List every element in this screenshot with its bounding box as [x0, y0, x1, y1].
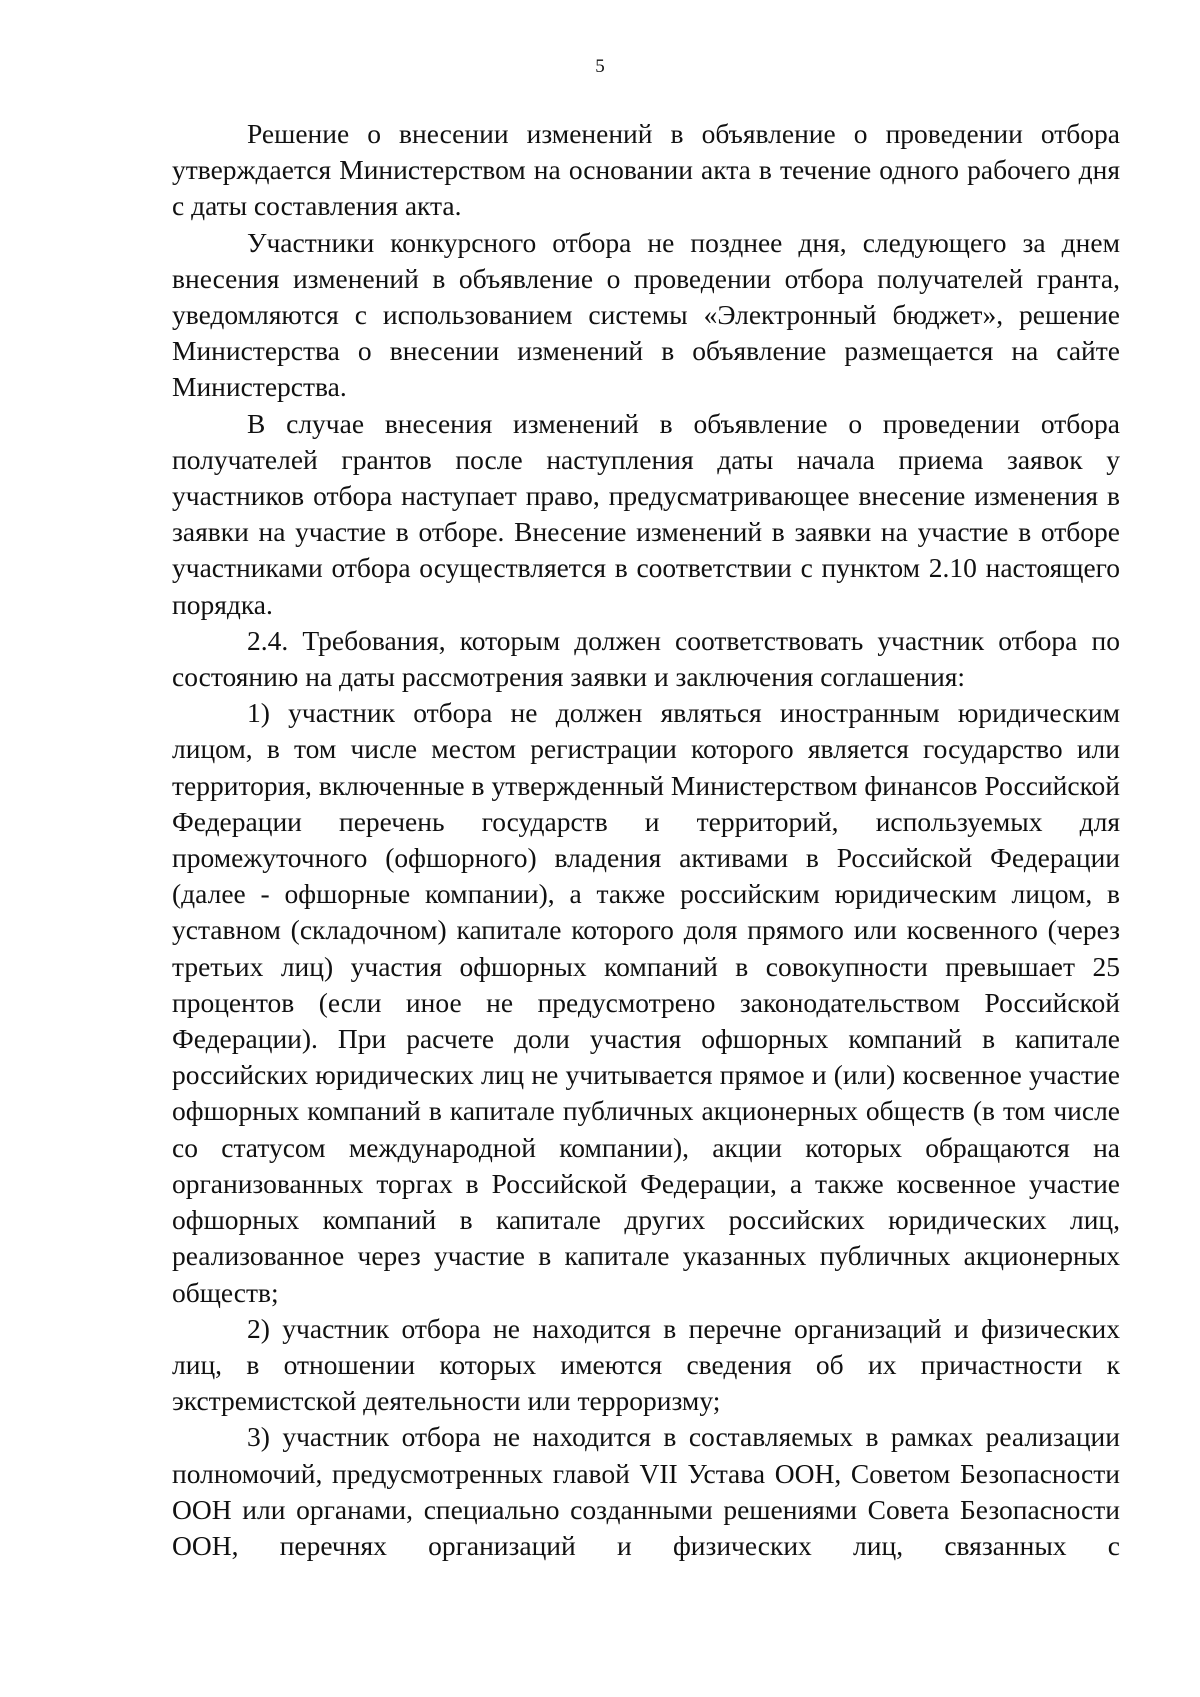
paragraph-application-changes: В случае внесения изменений в объявление о проведении отбора получателей грантов после наступления даты начала приема заявок у участников отбора наступает право, предусматривающее внесение изменения в заявки на участие в отборе. Внесение изменений в заявки на участие в отборе участниками отбора осуществляется в соответствии с пунктом 2.10 настоящего порядка.: [172, 407, 1120, 620]
paragraph-requirement-1: 1) участник отбора не должен являться иностранным юридическим лицом, в том числе местом регистрации которого является государство или территория, включенные в утвержденный Министерством финансов Российской Федерации перечень государств и территорий, используемых для промежуточного (офшорного) владения активами в Российской Федерации (далее - офшорные компании), а также российским юридическим лицом, в уставном (складочном) капитале которого доля прямого или косвенного (через третьих лиц) участия офшорных компаний в совокупности превышает 25 процентов (если иное не предусмотрено законодательством Российской Федерации). При расчете доли участия офшорных компаний в капитале российских юридических лиц не учитывается прямое и (или) косвенное участие офшорных компаний в капитале публичных акционерных обществ (в том числе со статусом международной компании), акции которых обращаются на организованных торгах в Российской Федерации, а также косвенное участие офшорных компаний в капитале других российских юридических лиц, реализованное через участие в капитале указанных публичных акционерных обществ;: [172, 697, 1120, 1308]
document-body: [172, 116, 1120, 1564]
paragraph-requirements-2-4: 2.4. Требования, которым должен соответствовать участник отбора по состоянию на даты рассмотрения заявки и заключения соглашения:: [172, 624, 1120, 693]
page-number: 5: [595, 56, 605, 77]
paragraph-requirement-2: 2) участник отбора не находится в перечне организаций и физических лиц, в отношении которых имеются сведения об их причастности к экстремистской деятельности или терроризму;: [172, 1312, 1120, 1417]
paragraph-participants-notification: Участники конкурсного отбора не позднее дня, следующего за днем внесения изменений в объявление о проведении отбора получателей гранта, уведомляются с использованием системы «Электронный бюджет», решение Министерства о внесении изменений в объявление размещается на сайте Министерства.: [172, 226, 1120, 403]
paragraph-requirement-3: 3) участник отбора не находится в составляемых в рамках реализации полномочий, предусмотренных главой VII Устава ООН, Советом Безопасности ООН или органами, специально созданными решениями Совета Безопасности ООН, перечнях организаций и физических лиц, связанных с: [172, 1421, 1120, 1561]
paragraph-amendment-decision: Решение о внесении изменений в объявление о проведении отбора утверждается Министерством на основании акта в течение одного рабочего дня с даты составления акта.: [172, 118, 1120, 222]
